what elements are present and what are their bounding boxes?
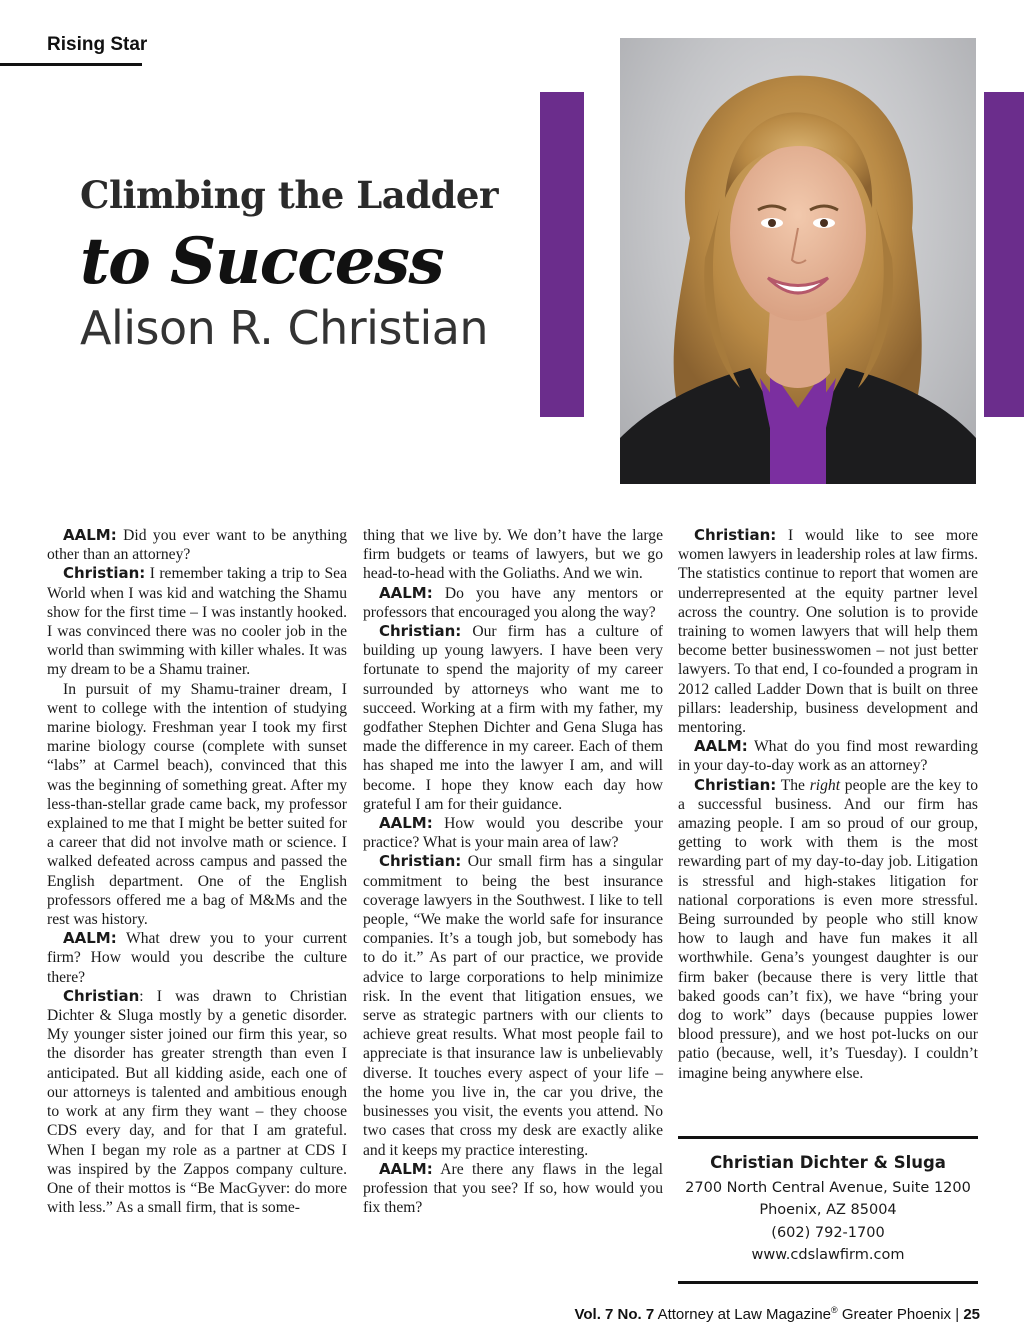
- paragraph: [363, 1160, 663, 1218]
- speaker-aalm: AALM:: [379, 1159, 433, 1178]
- speaker-christian: Christian: [63, 986, 140, 1005]
- question-text: What drew you to your current firm? How would you describe the culture there?: [47, 930, 347, 986]
- speaker-aalm: AALM:: [63, 526, 117, 544]
- footer-separator: |: [955, 1306, 960, 1323]
- address-line-2: Phoenix, AZ 85004: [759, 1202, 897, 1219]
- speaker-christian: Christian:: [63, 564, 146, 583]
- title-line-1: Climbing the Ladder: [80, 173, 498, 217]
- speaker-aalm: AALM:: [379, 583, 433, 602]
- paragraph: [363, 622, 663, 814]
- article-column-3: [678, 526, 978, 1083]
- page-footer: [574, 1305, 980, 1323]
- portrait-photo: [620, 38, 976, 484]
- speaker-aalm: AALM:: [379, 814, 433, 833]
- speaker-christian: Christian:: [694, 775, 777, 794]
- speaker-aalm: AALM:: [63, 929, 117, 948]
- footer-registered-mark: ®: [831, 1305, 838, 1315]
- answer-text: thing that we live by. We don’t have the large firm budgets or teams of lawyers, but we go head-to-head with the Goliaths. And we win.: [363, 527, 663, 583]
- question-text: Do you have any mentors or professors that encouraged you along the way?: [363, 584, 663, 621]
- answer-text: I would like to see more women lawyers in leadership roles at law firms. The statistics continue to report that women are underrepresented at the equity partner level across the country. One solution is to provide training to women lawyers that will help them become better businesswomen – not just better lawyers. To that end, I co-founded a program in 2012 called Ladder Down that is built on three pillars: leadership, business development and mentoring.: [678, 527, 978, 737]
- footer-edition: Greater Phoenix: [841, 1306, 952, 1323]
- footer-volume: Vol. 7 No. 7: [574, 1306, 655, 1323]
- answer-text: I was drawn to Christian Dichter & Sluga mostly by a genetic disorder. My younger sister joined our firm this year, so the disorder has greater strength than even I anticipated. But all kidding aside, each one of our attorneys is talented and ambitious enough to work at any firm they want – they choose CDS every day, and for that I am grateful. When I began my role as a partner at CDS I was inspired by the Zappos company culture. One of their mottos is “Be MacGyver: do more with less.” As a small firm, that is some-: [47, 987, 347, 1217]
- answer-text: Our firm has a culture of building up young lawyers. I have been very fortunate to spend the majority of my career surrounded by attorneys who want me to succeed. Working at a firm with my father, my godfather Stephen Dichter and Gena Sluga has made the difference in my career. Each of them has shaped me into the lawyer I am, and will become. I hope they know each day how grateful I am for their guidance.: [363, 623, 663, 813]
- title-line-2: to Success: [80, 224, 443, 299]
- firm-name: Christian Dichter & Sluga: [710, 1153, 946, 1172]
- paragraph: [678, 737, 978, 775]
- answer-text: people are the key to a successful business. And our firm has amazing people. I am so proud of our group, getting to work with them is the most rewarding part of my day-to-day job. Litigation is stressful and high-stakes litigation for national corporations is even more stressful. Being surrounded by people who still know how to laugh and have fun makes it all worthwhile. Gena’s youngest daughter is our firm baker (because there is very little that baked goods can’t fix), we have “bring your dog to work” days (because puppies lower blood pressure), and we host pot-lucks on our patio (because, well, it’s Tuesday). I couldn’t imagine being anywhere else.: [678, 776, 978, 1082]
- paragraph: [47, 987, 347, 1217]
- paragraph: [678, 776, 978, 1083]
- answer-text: Our small firm has a singular commitment to being the best insurance coverage lawyers in the Southwest. I like to tell people, “We make the world safe for insurance companies. It’s a tough job, but somebody has to do it.” As part of our practice, we provide advice to large corporations to help minimize risk. In the event that litigation ensues, we serve as strategic partners with our clients to achieve great results. What most people fail to appreciate is that insurance law is unbelievably diverse. It touches every aspect of your life – the home you live in, the car you drive, the businesses you visit, the events you attend. No two cases that cross my desk are exactly alike and it keeps my practice interesting.: [363, 853, 663, 1159]
- page-number: 25: [963, 1306, 980, 1323]
- paragraph: [678, 526, 978, 737]
- article-column-2: [363, 526, 663, 1217]
- speaker-christian: Christian:: [694, 526, 777, 544]
- title-block: [80, 170, 520, 358]
- speaker-aalm: AALM:: [694, 737, 748, 756]
- paragraph: [363, 852, 663, 1159]
- question-text: What do you find most rewarding in your day-to-day work as an attorney?: [678, 738, 978, 775]
- article-column-1: [47, 526, 347, 1217]
- address-line-1: 2700 North Central Avenue, Suite 1200: [685, 1179, 971, 1196]
- contact-box: [678, 1136, 978, 1284]
- paragraph: [47, 680, 347, 930]
- author-name: Alison R. Christian: [80, 301, 489, 355]
- website-link[interactable]: www.cdslawfirm.com: [751, 1247, 905, 1264]
- answer-text: In pursuit of my Shamu-trainer dream, I went to college with the intention of studying marine biology. Freshman year I took my first marine biology course (complete with sunset “labs” at Carmel beach), convinced that this was the beginning of something great. After my less-than-stellar grade came back, my professor explained to me that I might be better suited for a career that did not involve math or science. I walked defeated across campus and passed the English department. One of the English professors offered me a bag of M&Ms and the rest was history.: [47, 680, 347, 929]
- speaker-christian: Christian:: [379, 622, 462, 641]
- question-text: How would you describe your practice? What is your main area of law?: [363, 815, 663, 852]
- paragraph: [47, 564, 347, 679]
- accent-bar-right: [984, 92, 1024, 417]
- question-text: Are there any flaws in the legal profession that you see? If so, how would you fix them?: [363, 1160, 663, 1217]
- paragraph: [363, 814, 663, 852]
- answer-text: I remember taking a trip to Sea World when I was kid and watching the Shamu show for the first time – I was instantly hooked. I was convinced there was no cooler job in the world than swimming with killer whales. It was my dream to be a Shamu trainer.: [47, 565, 347, 679]
- emphasis-text: right: [809, 776, 841, 794]
- portrait-illustration: [620, 38, 976, 484]
- paragraph: [363, 526, 663, 584]
- question-text: Did you ever want to be anything other than an attorney?: [47, 527, 347, 564]
- paragraph: [363, 584, 663, 622]
- accent-bar-left: [540, 92, 584, 417]
- section-rule: [0, 63, 142, 66]
- speaker-separator: :: [139, 987, 144, 1005]
- paragraph: [47, 929, 347, 987]
- footer-magazine: Attorney at Law Magazine: [657, 1306, 832, 1323]
- speaker-christian: Christian:: [379, 852, 462, 871]
- paragraph: [47, 526, 347, 564]
- answer-text: The: [780, 776, 805, 794]
- section-label: Rising Star: [47, 34, 148, 55]
- phone-number: (602) 792-1700: [771, 1224, 885, 1241]
